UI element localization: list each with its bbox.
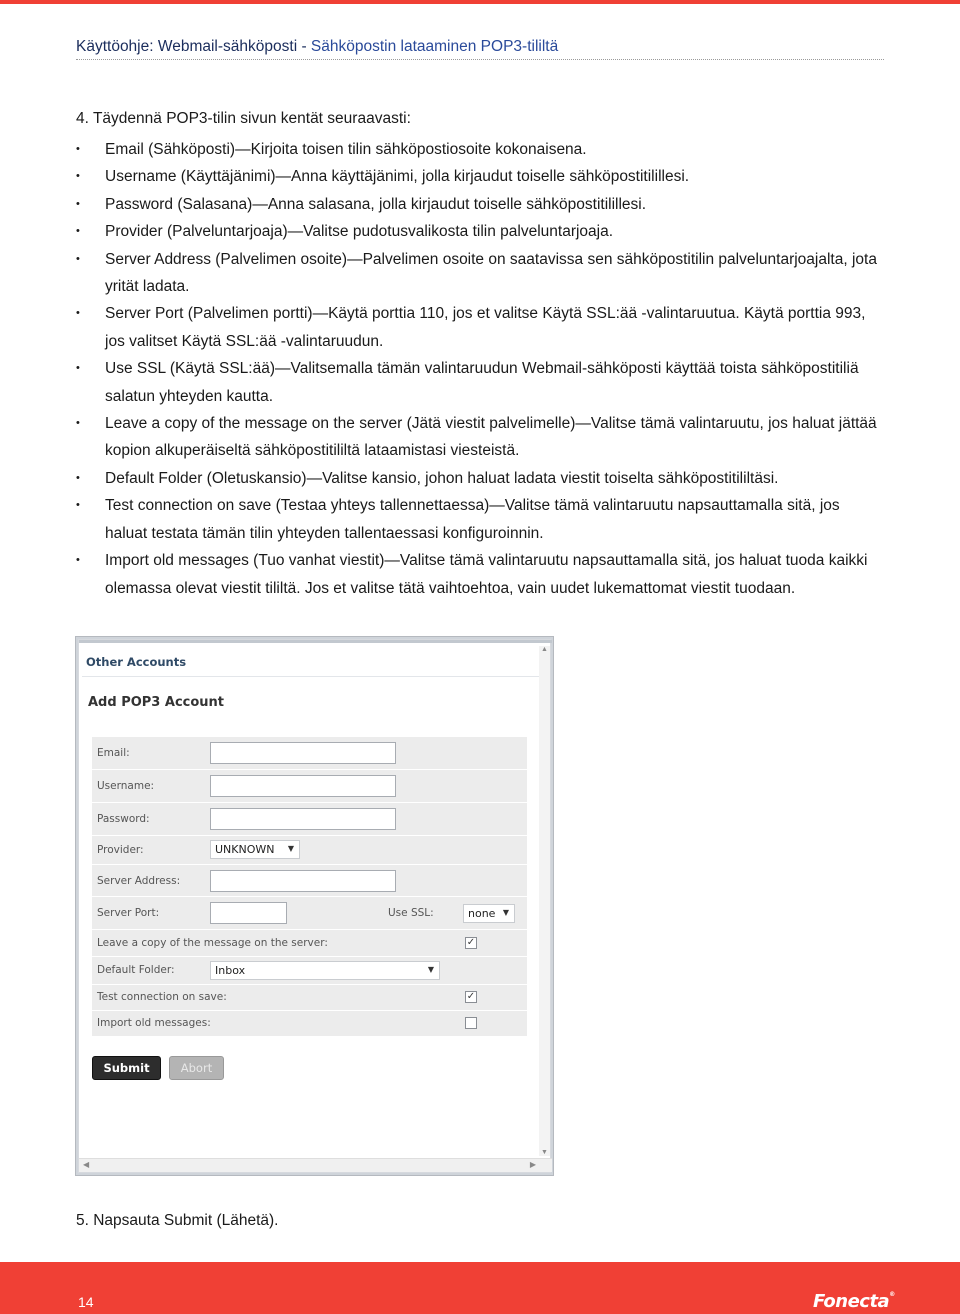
leave-copy-label: Leave a copy of the message on the server:: [97, 937, 328, 949]
default-folder-label: Default Folder:: [97, 964, 175, 976]
list-item: [76, 410, 886, 465]
bullet-icon: •: [76, 499, 80, 512]
top-accent-bar: [0, 0, 960, 4]
chevron-down-icon: ▼: [287, 844, 294, 853]
bullet-icon: •: [76, 170, 80, 183]
server-port-row: [92, 897, 527, 930]
test-connection-row: [92, 985, 527, 1011]
logo-text: Fonecta: [813, 1291, 890, 1312]
bullet-icon: •: [76, 225, 80, 238]
list-item-text: Default Folder (Oletuskansio)—Valitse kansio, johon haluat ladata viestit toiselta sähköpostitililtäsi.: [105, 469, 779, 487]
page-footer: [0, 1262, 960, 1314]
username-label: Username:: [97, 780, 155, 792]
scroll-right-icon[interactable]: ▶: [529, 1160, 536, 1169]
vertical-scrollbar[interactable]: [539, 646, 550, 1156]
section-divider: [82, 676, 544, 677]
header-topic: Sähköpostin lataaminen POP3-tililtä: [310, 38, 559, 55]
list-item: [76, 465, 886, 492]
list-item: [76, 300, 886, 355]
server-address-row: [92, 865, 527, 897]
other-accounts-title: Other Accounts: [86, 655, 187, 669]
list-item-text: Server Address (Palvelimen osoite)—Palvelimen osoite on saatavissa sen sähköpostitilin palveluntarjoajalta, jota yrität ladata.: [105, 250, 877, 296]
list-item: [76, 492, 886, 547]
registered-mark: ®: [889, 1291, 895, 1298]
password-label: Password:: [97, 813, 150, 825]
chevron-down-icon: ▼: [502, 908, 509, 917]
step-5-text: 5. Napsauta Submit (Lähetä).: [76, 1212, 279, 1229]
bullet-icon: •: [76, 252, 80, 265]
header-prefix: Käyttöohje: Webmail-sähköposti -: [76, 38, 311, 55]
import-old-row: [92, 1011, 527, 1037]
test-connection-checkbox[interactable]: ✓: [466, 991, 476, 1002]
server-port-field[interactable]: [210, 902, 287, 924]
list-item-text: Username (Käyttäjänimi)—Anna käyttäjänimi, jolla kirjaudut toiselle sähköpostitilillesi.: [105, 168, 690, 186]
list-item-text: Test connection on save (Testaa yhteys tallennettaessa)—Valitse tämä valintaruutu napsauttamalla sitä, jos haluat testata tämän tilin yhteyden tallentaessasi konfiguroinnin.: [105, 497, 840, 542]
leave-copy-checkbox[interactable]: ✓: [466, 937, 476, 948]
email-field[interactable]: [210, 742, 396, 764]
leave-copy-row: [92, 930, 527, 957]
bullet-icon: •: [76, 554, 80, 567]
provider-label: Provider:: [97, 844, 144, 856]
list-item-text: Import old messages (Tuo vanhat viestit)—Valitse tämä valintaruutu napsauttamalla sitä, jos haluat tuoda kaikki olemassa olevat viestit tililtä. Jos et valitse tätä vaihtoehtoa, vain uudet lukemattomat viestit tuodaan.: [105, 552, 868, 597]
use-ssl-label: Use SSL:: [388, 907, 434, 919]
add-pop3-account-panel: [78, 639, 551, 1173]
submit-button[interactable]: Submit: [92, 1056, 161, 1080]
import-old-checkbox[interactable]: [465, 1017, 477, 1029]
bullet-icon: •: [76, 362, 80, 375]
scroll-down-icon[interactable]: ▼: [541, 1149, 548, 1156]
list-item: [76, 218, 886, 245]
step-4-intro: 4. Täydennä POP3-tilin sivun kentät seuraavasti:: [76, 110, 411, 127]
provider-row: [92, 836, 527, 865]
bullet-icon: •: [76, 471, 80, 484]
email-row: [92, 737, 527, 770]
add-pop3-account-title: Add POP3 Account: [88, 695, 225, 710]
list-item-text: Password (Salasana)—Anna salasana, jolla kirjaudut toiselle sähköpostitilillesi.: [105, 195, 647, 213]
list-item: [76, 246, 886, 301]
list-item-text: Provider (Palveluntarjoaja)—Valitse pudotusvalikosta tilin palveluntarjoaja.: [105, 223, 614, 241]
test-connection-label: Test connection on save:: [97, 991, 227, 1003]
default-folder-select-value: Inbox: [215, 964, 246, 977]
page-number: 14: [78, 1294, 94, 1310]
scroll-up-icon[interactable]: ▲: [541, 646, 548, 653]
username-field[interactable]: [210, 775, 396, 797]
email-label: Email:: [97, 747, 130, 759]
bullet-icon: •: [76, 143, 80, 155]
bullet-icon: •: [76, 197, 80, 210]
bullet-icon: •: [76, 417, 80, 430]
provider-select[interactable]: [210, 840, 300, 859]
list-item-text: Leave a copy of the message on the server (Jätä viestit palvelimelle)—Valitse tämä valintaruutu, jos haluat jättää kopion alkuperäiseltä sähköpostitililtä lataamistasi viesteistä.: [105, 415, 877, 460]
use-ssl-select[interactable]: [463, 904, 515, 923]
screenshot-frame: [75, 636, 554, 1176]
server-address-label: Server Address:: [97, 875, 181, 887]
password-field[interactable]: [210, 808, 396, 830]
list-item-text: Email (Sähköposti)—Kirjoita toisen tilin sähköpostiosoite kokonaisena.: [105, 141, 587, 158]
abort-button[interactable]: Abort: [169, 1056, 224, 1080]
list-item-text: Server Port (Palvelimen portti)—Käytä porttia 110, jos et valitse Käytä SSL:ää -valintaruutua. Käytä porttia 993, jos valitset Käytä SSL:ää -valintaruudun.: [105, 305, 866, 350]
list-item: [76, 163, 886, 190]
default-folder-row: [92, 957, 527, 985]
horizontal-scrollbar[interactable]: [79, 1158, 552, 1172]
use-ssl-select-value: none: [468, 907, 496, 920]
server-port-label: Server Port:: [97, 907, 160, 919]
field-description-list: [76, 136, 886, 602]
bullet-icon: •: [76, 307, 80, 320]
default-folder-select[interactable]: [210, 961, 440, 980]
provider-select-value: UNKNOWN: [215, 843, 275, 856]
list-item: [76, 191, 886, 218]
list-item: [76, 547, 886, 602]
password-row: [92, 803, 527, 836]
import-old-label: Import old messages:: [97, 1017, 211, 1029]
username-row: [92, 770, 527, 803]
chevron-down-icon: ▼: [427, 965, 434, 974]
list-item-text: Use SSL (Käytä SSL:ää)—Valitsemalla tämän valintaruudun Webmail-sähköposti käyttää toista sähköpostitiliä salatun yhteyden kautta.: [105, 360, 859, 405]
list-item: [76, 136, 886, 163]
panel-top-border: [79, 640, 552, 643]
fonecta-logo: [813, 1291, 895, 1312]
list-item: [76, 355, 886, 410]
scroll-left-icon[interactable]: ◀: [83, 1160, 90, 1169]
server-address-field[interactable]: [210, 870, 396, 892]
page-header: [76, 38, 884, 60]
